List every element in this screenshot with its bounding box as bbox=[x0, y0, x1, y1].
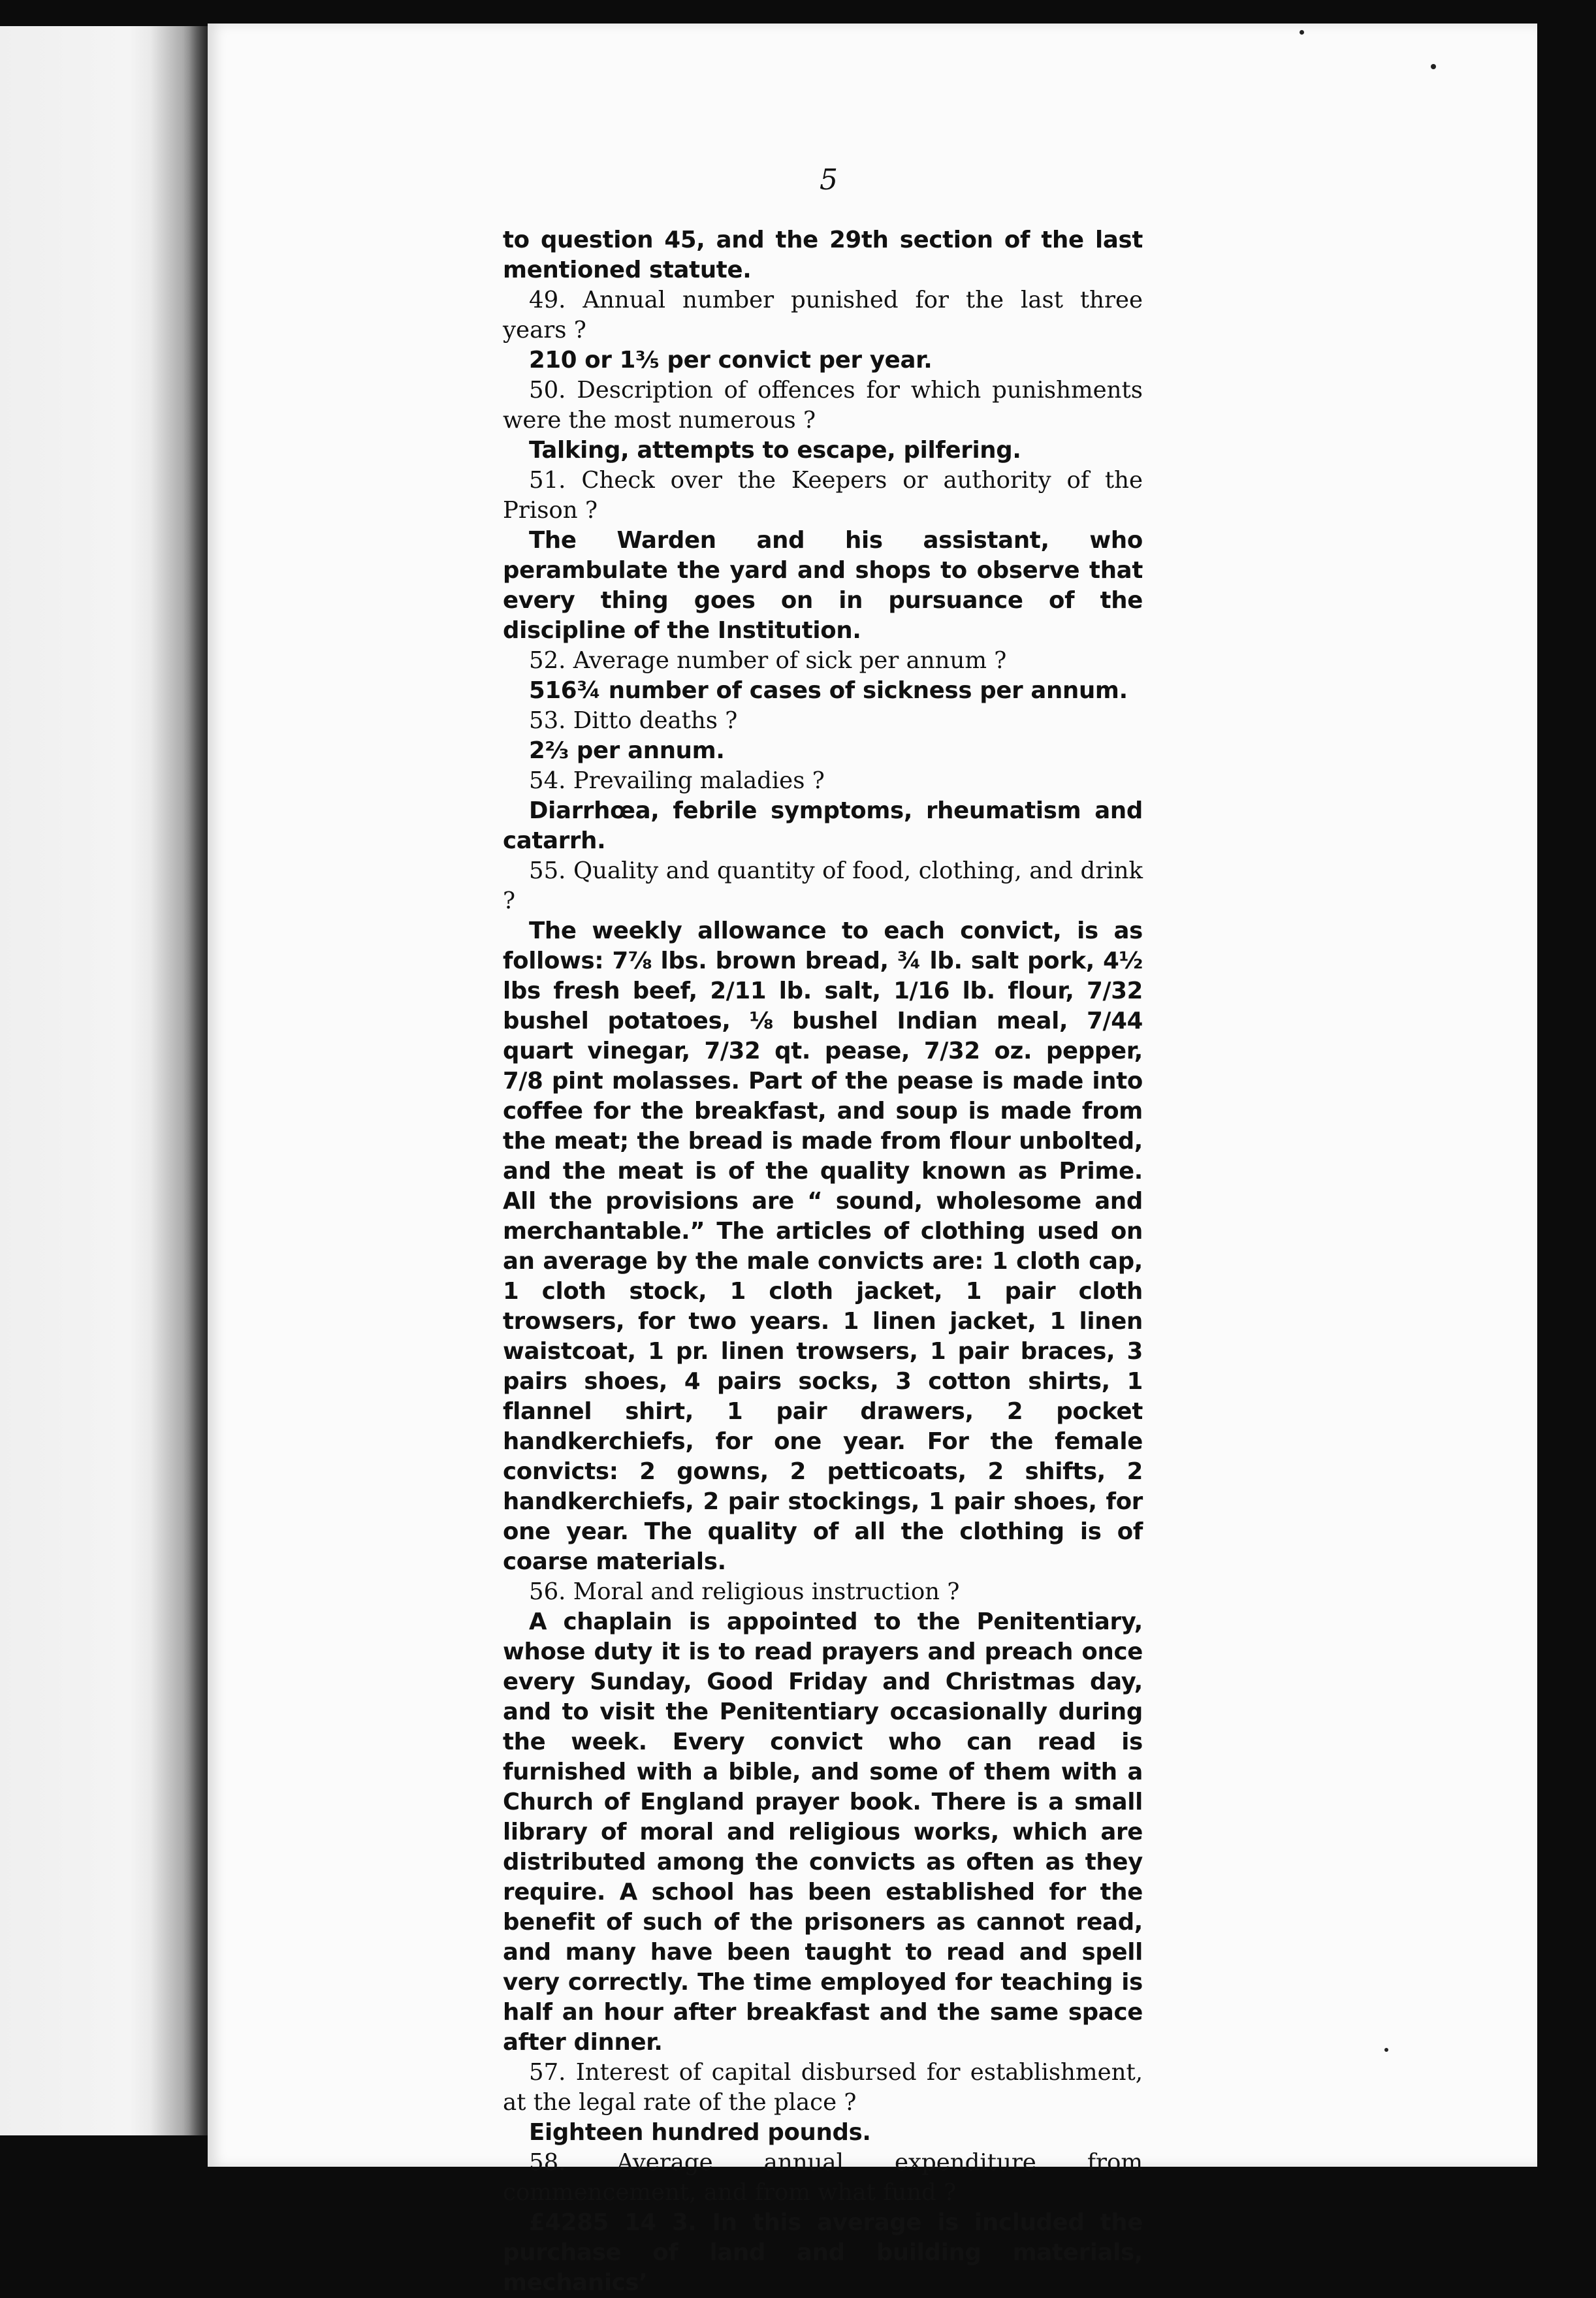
question-paragraph: 51. Check over the Keepers or authority of the Prison ? bbox=[503, 467, 1143, 524]
answer-paragraph: Diarrhœa, febrile symptoms, rheumatism and catarrh. bbox=[503, 797, 1143, 854]
answer-paragraph: Eighteen hundred pounds. bbox=[529, 2119, 871, 2146]
question-paragraph: 53. Ditto deaths ? bbox=[529, 707, 738, 734]
question-paragraph: 54. Prevailing maladies ? bbox=[529, 767, 825, 794]
answer-paragraph: 210 or 1⅗ per convict per year. bbox=[529, 347, 933, 374]
answer-paragraph: 516¾ number of cases of sickness per annum. bbox=[529, 677, 1128, 704]
answer-paragraph: Talking, attempts to escape, pilfering. bbox=[529, 437, 1021, 464]
question-paragraph: 49. Annual number punished for the last three years ? bbox=[503, 287, 1143, 343]
question-paragraph: 58. Average annual expenditure from commencement, and from what fund ? bbox=[503, 2149, 1143, 2206]
question-paragraph: 57. Interest of capital disbursed for establishment, at the legal rate of the place ? bbox=[503, 2059, 1143, 2116]
question-paragraph: 52. Average number of sick per annum ? bbox=[529, 647, 1007, 674]
answer-paragraph: £4285 14 3. In this average is included the purchase of land and building materials, mechanics’ bbox=[503, 2209, 1143, 2296]
scan-speck bbox=[1431, 64, 1436, 69]
scan-speck bbox=[1300, 30, 1304, 35]
answer-paragraph: The Warden and his assistant, who perambulate the yard and shops to observe that every thing goes on in pursuance of the discipline of the Institution. bbox=[503, 527, 1143, 644]
question-paragraph: 56. Moral and religious instruction ? bbox=[529, 1578, 960, 1605]
document-body bbox=[503, 225, 1143, 2298]
page-number: 5 bbox=[820, 163, 838, 197]
question-paragraph: 50. Description of offences for which punishments were the most numerous ? bbox=[503, 377, 1143, 434]
scan-speck bbox=[1384, 2048, 1388, 2052]
answer-paragraph: 2⅔ per annum. bbox=[529, 737, 725, 764]
answer-paragraph: A chaplain is appointed to the Penitentiary, whose duty it is to read prayers and preach once every Sunday, Good Friday and Christmas day, and to visit the Penitentiary occasionally during the week. Every convict who can read is furnished with a bible, and some of them with a Church of England prayer book. There is a small library of moral and religious works, which are distributed among the convicts as often as they require. A school has been established for the benefit of such of the prisoners as cannot read, and many have been taught to read and spell very correctly. The time employed for teaching is half an hour after breakfast and the same space after dinner. bbox=[503, 1608, 1143, 2056]
answer-paragraph: to question 45, and the 29th section of the last mentioned statute. bbox=[503, 227, 1143, 283]
answer-paragraph: The weekly allowance to each convict, is as follows: 7⅞ lbs. brown bread, ¾ lb. salt pork, 4½ lbs fresh beef, 2/11 lb. salt, 1/16 lb. flour, 7/32 bushel potatoes, ⅛ bushel Indian meal, 7/44 quart vinegar, 7/32 qt. pease, 7/32 oz. pepper, 7/8 pint molasses. Part of the pease is made into coffee for the breakfast, and soup is made from the meat; the bread is made from flour unbolted, and the meat is of the quality known as Prime. All the provisions are “ sound, wholesome and merchantable.” The articles of clothing used on an average by the male convicts are: 1 cloth cap, 1 cloth stock, 1 cloth jacket, 1 pair cloth trowsers, for two years. 1 linen jacket, 1 linen waistcoat, 1 pr. linen trowsers, 1 pair braces, 3 pairs shoes, 4 pairs socks, 3 cotton shirts, 1 flannel shirt, 1 pair drawers, 2 pocket handkerchiefs, for one year. For the female convicts: 2 gowns, 2 petticoats, 2 shifts, 2 handkerchiefs, 2 pair stockings, 1 pair shoes, for one year. The quality of all the clothing is of coarse materials. bbox=[503, 918, 1143, 1575]
binding-gutter-shadow bbox=[150, 26, 215, 2135]
question-paragraph: 55. Quality and quantity of food, clothing, and drink ? bbox=[503, 857, 1143, 914]
